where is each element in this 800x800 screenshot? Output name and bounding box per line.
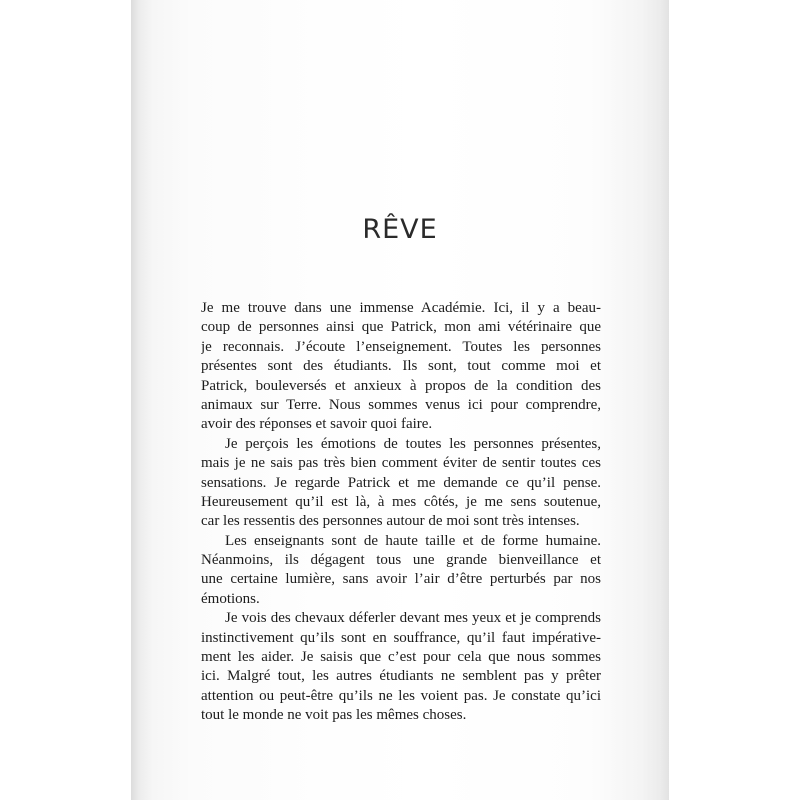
text-line: animaux sur Terre. Nous sommes venus ici pour comprendre,: [201, 396, 601, 413]
paragraph-3: [201, 532, 601, 610]
text-line: attention ou peut-être qu’ils ne les voient pas. Je constate qu’ici: [201, 687, 601, 704]
text-line: sensations. Je regarde Patrick et me demande ce qu’il pense.: [201, 474, 601, 491]
text-line: Patrick, bouleversés et anxieux à propos de la condition des: [201, 377, 601, 394]
text-line: émotions.: [201, 590, 260, 607]
book-page: [131, 0, 669, 800]
text-line: Je perçois les émotions de toutes les personnes présentes,: [225, 435, 601, 452]
text-line: coup de personnes ainsi que Patrick, mon ami vétérinaire que: [201, 319, 601, 336]
text-line: Je vois des chevaux déferler devant mes yeux et je comprends: [225, 610, 601, 627]
text-line: une certaine lumière, sans avoir l’air d’être perturbés par nos: [201, 571, 601, 588]
text-line: Heureusement qu’il est là, à mes côtés, je me sens soutenue,: [201, 493, 601, 510]
text-line: instinctivement qu’ils sont en souffrance, qu’il faut impérative-: [201, 629, 601, 646]
text-line: avoir des réponses et savoir quoi faire.: [201, 416, 433, 433]
paragraph-1: [201, 299, 601, 435]
text-line: Les enseignants sont de haute taille et de forme humaine.: [225, 532, 601, 549]
text-line: tout le monde ne voit pas les mêmes choses.: [201, 707, 467, 724]
text-line: Je me trouve dans une immense Académie. Ici, il y a beau-: [201, 300, 601, 316]
paragraph-4: [201, 609, 601, 725]
text-line: ici. Malgré tout, les autres étudiants ne semblent pas y prêter: [201, 668, 601, 685]
paragraph-2: [201, 435, 601, 532]
text-line: car les ressentis des personnes autour de moi sont très intenses.: [201, 513, 580, 530]
text-line: je reconnais. J’écoute l’enseignement. Toutes les personnes: [201, 338, 601, 355]
text-line: présentes sont des étudiants. Ils sont, tout comme moi et: [201, 358, 601, 375]
text-line: mais je ne sais pas très bien comment éviter de sentir toutes ces: [201, 455, 601, 472]
text-line: ment les aider. Je saisis que c’est pour cela que nous sommes: [201, 649, 601, 666]
chapter-title: RÊVE: [362, 214, 438, 245]
text-line: Néanmoins, ils dégagent tous une grande bienveillance et: [201, 552, 601, 569]
chapter-body: [201, 299, 601, 726]
